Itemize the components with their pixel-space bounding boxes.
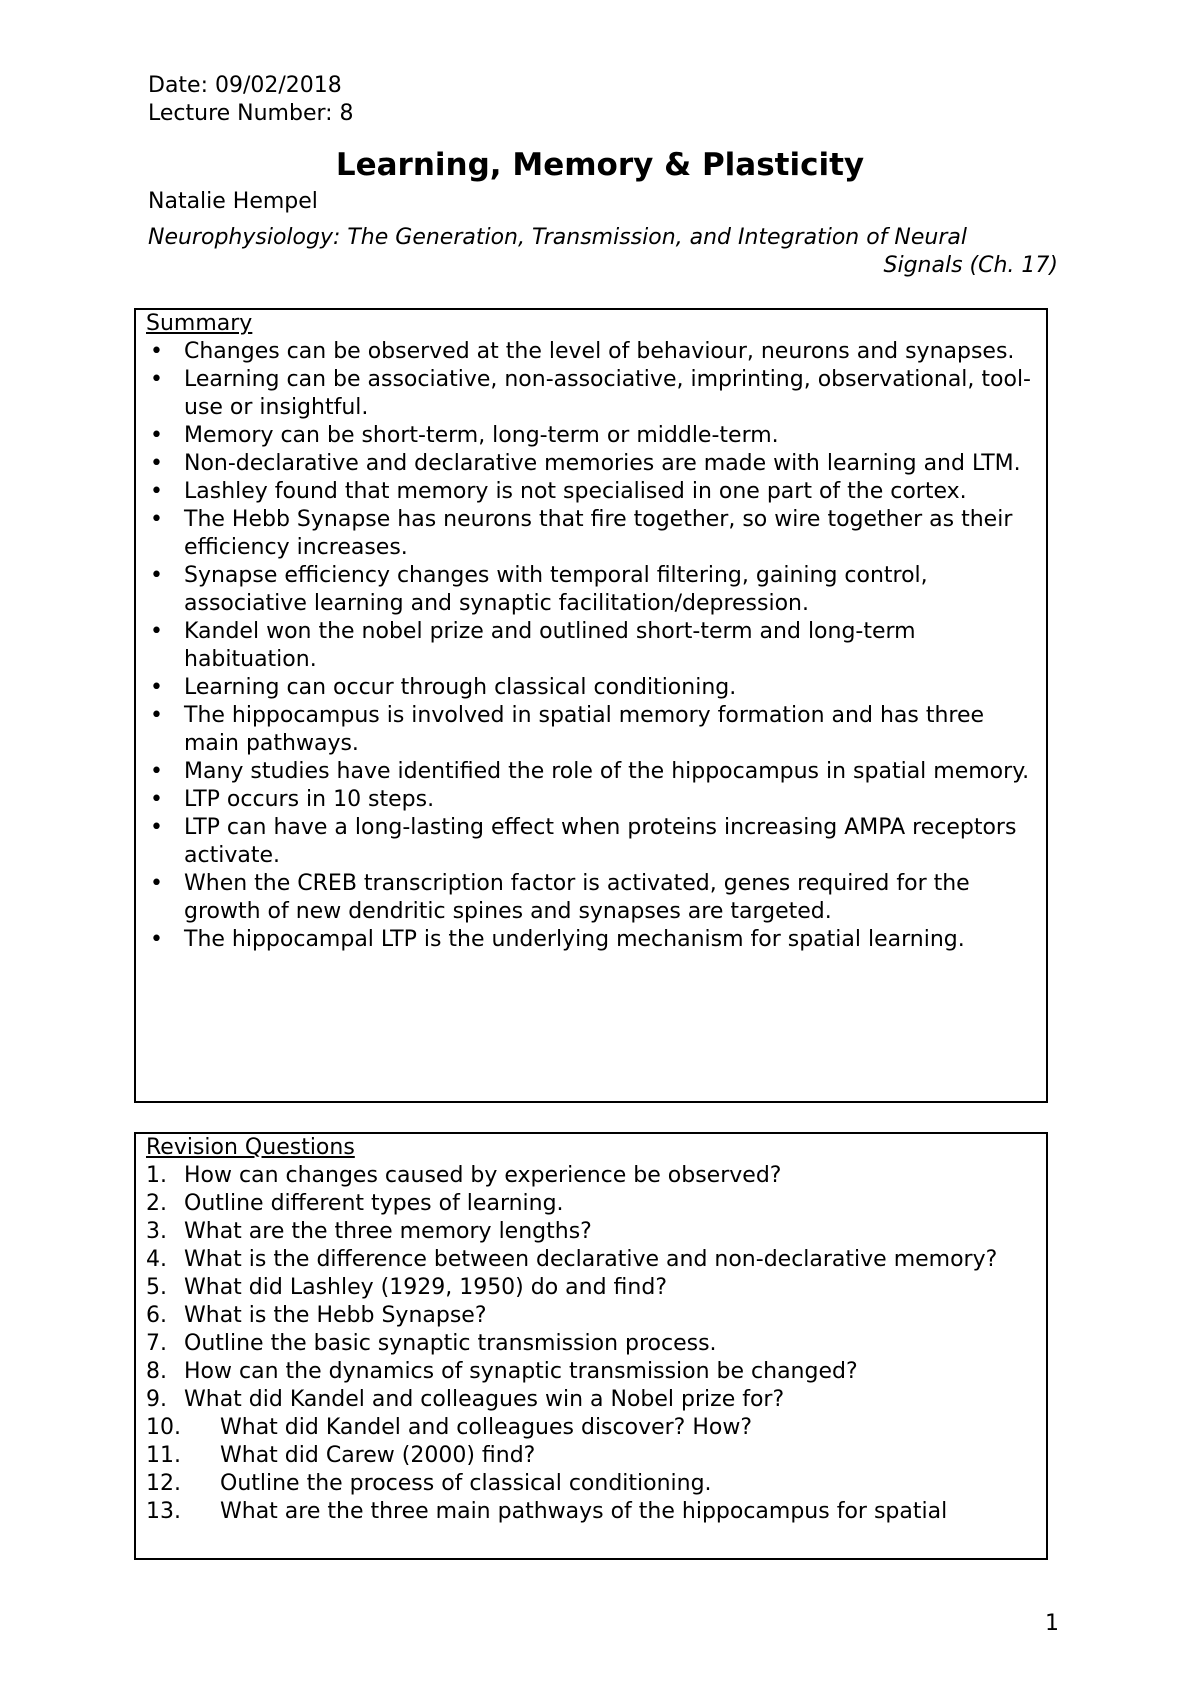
revision-questions-box — [134, 1132, 1048, 1560]
bullet-icon: • — [150, 563, 163, 588]
summary-item-text: Non-declarative and declarative memories are made with learning and LTM. — [184, 451, 1021, 476]
summary-item-text: Learning can occur through classical conditioning. — [184, 675, 737, 700]
question-text: Outline different types of learning. — [184, 1191, 564, 1216]
revision-question — [146, 1358, 1036, 1386]
summary-item-text: Kandel won the nobel prize and outlined short-term and long-term habituation. — [184, 619, 916, 672]
revision-question — [146, 1386, 1036, 1414]
summary-item-text: Lashley found that memory is not specialised in one part of the cortex. — [184, 479, 967, 504]
summary-item-text: Many studies have identified the role of the hippocampus in spatial memory. — [184, 759, 1030, 784]
summary-heading: Summary — [146, 311, 253, 336]
summary-item-text: Changes can be observed at the level of behaviour, neurons and synapses. — [184, 339, 1015, 364]
question-text: How can the dynamics of synaptic transmission be changed? — [184, 1359, 858, 1384]
bullet-icon: • — [150, 759, 163, 784]
lecture-number: Lecture Number: 8 — [148, 101, 354, 126]
summary-item — [146, 478, 1036, 506]
revision-question — [146, 1274, 1036, 1302]
book-reference-line-2: Signals (Ch. 17) — [883, 253, 1058, 278]
bullet-icon: • — [150, 367, 163, 392]
summary-item — [146, 674, 1036, 702]
summary-item-text: The hippocampal LTP is the underlying mechanism for spatial learning. — [184, 927, 965, 952]
revision-question — [146, 1218, 1036, 1246]
bullet-icon: • — [150, 815, 163, 840]
bullet-icon: • — [150, 871, 163, 896]
bullet-icon: • — [150, 675, 163, 700]
summary-item-text: Learning can be associative, non-associative, imprinting, observational, tool-use or insightful. — [184, 367, 1031, 420]
question-number: 2. — [146, 1191, 167, 1216]
question-number: 9. — [146, 1387, 167, 1412]
summary-item — [146, 422, 1036, 450]
question-text: How can changes caused by experience be observed? — [184, 1163, 782, 1188]
revision-question — [146, 1330, 1036, 1358]
revision-question — [146, 1162, 1036, 1190]
question-number: 12. — [146, 1471, 181, 1496]
question-number: 4. — [146, 1247, 167, 1272]
question-number: 3. — [146, 1219, 167, 1244]
question-text: What did Kandel and colleagues win a Nobel prize for? — [184, 1387, 785, 1412]
question-number: 1. — [146, 1163, 167, 1188]
bullet-icon: • — [150, 787, 163, 812]
revision-question — [146, 1470, 1036, 1498]
author-name: Natalie Hempel — [148, 189, 318, 214]
summary-item-text: The Hebb Synapse has neurons that fire together, so wire together as their efficiency increases. — [184, 507, 1013, 560]
summary-item — [146, 506, 1036, 562]
question-number: 5. — [146, 1275, 167, 1300]
summary-list — [146, 338, 1036, 954]
question-text: What is the difference between declarative and non-declarative memory? — [184, 1247, 998, 1272]
summary-item — [146, 338, 1036, 366]
lecture-date: Date: 09/02/2018 — [148, 73, 342, 98]
revision-question — [146, 1302, 1036, 1330]
question-number: 13. — [146, 1499, 181, 1524]
question-text: What did Kandel and colleagues discover? How? — [220, 1415, 753, 1440]
question-text: What are the three memory lengths? — [184, 1219, 592, 1244]
summary-item — [146, 814, 1036, 870]
summary-item-text: Synapse efficiency changes with temporal filtering, gaining control, associative learning and synaptic facilitation/depression. — [184, 563, 928, 616]
summary-item — [146, 366, 1036, 422]
bullet-icon: • — [150, 339, 163, 364]
book-reference — [148, 224, 1058, 280]
bullet-icon: • — [150, 619, 163, 644]
summary-item-text: The hippocampus is involved in spatial memory formation and has three main pathways. — [184, 703, 985, 756]
summary-item — [146, 618, 1036, 674]
page-number: 1 — [1045, 1611, 1059, 1636]
question-number: 11. — [146, 1443, 181, 1468]
summary-item-text: When the CREB transcription factor is activated, genes required for the growth of new dendritic spines and synapses are targeted. — [184, 871, 970, 924]
summary-item — [146, 786, 1036, 814]
revision-question — [146, 1414, 1036, 1442]
revision-question — [146, 1442, 1036, 1470]
bullet-icon: • — [150, 927, 163, 952]
question-number: 10. — [146, 1415, 181, 1440]
summary-item — [146, 758, 1036, 786]
bullet-icon: • — [150, 423, 163, 448]
summary-item — [146, 870, 1036, 926]
question-text: Outline the basic synaptic transmission process. — [184, 1331, 717, 1356]
bullet-icon: • — [150, 703, 163, 728]
book-reference-line-1: Neurophysiology: The Generation, Transmission, and Integration of Neural — [148, 225, 967, 250]
summary-item — [146, 702, 1036, 758]
summary-box — [134, 308, 1048, 1103]
revision-questions-list — [146, 1162, 1036, 1526]
question-number: 8. — [146, 1359, 167, 1384]
revision-question — [146, 1246, 1036, 1274]
bullet-icon: • — [150, 507, 163, 532]
question-number: 6. — [146, 1303, 167, 1328]
summary-item-text: Memory can be short-term, long-term or middle-term. — [184, 423, 779, 448]
question-text: What did Carew (2000) find? — [220, 1443, 536, 1468]
summary-item — [146, 562, 1036, 618]
revision-question — [146, 1190, 1036, 1218]
question-number: 7. — [146, 1331, 167, 1356]
question-text: What is the Hebb Synapse? — [184, 1303, 487, 1328]
summary-item-text: LTP can have a long-lasting effect when proteins increasing AMPA receptors activate. — [184, 815, 1017, 868]
bullet-icon: • — [150, 451, 163, 476]
question-text: What did Lashley (1929, 1950) do and find? — [184, 1275, 668, 1300]
bullet-icon: • — [150, 479, 163, 504]
question-text: Outline the process of classical conditioning. — [220, 1471, 712, 1496]
revision-questions-heading: Revision Questions — [146, 1135, 355, 1160]
question-text: What are the three main pathways of the hippocampus for spatial — [220, 1499, 948, 1524]
summary-item-text: LTP occurs in 10 steps. — [184, 787, 435, 812]
summary-item — [146, 926, 1036, 954]
page-title: Learning, Memory & Plasticity — [335, 147, 865, 183]
revision-question — [146, 1498, 1036, 1526]
summary-item — [146, 450, 1036, 478]
